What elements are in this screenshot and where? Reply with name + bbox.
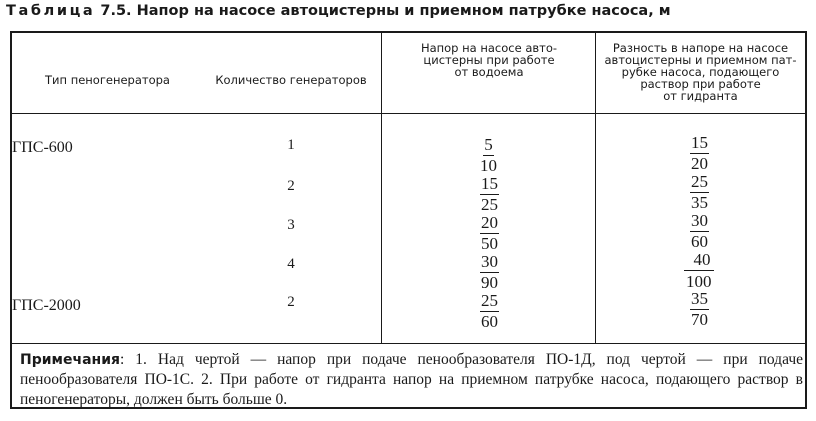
pump-pressure-fraction — [480, 136, 497, 175]
column-divider-4 — [595, 33, 596, 343]
pump-pressure-numerator: 5 — [484, 135, 493, 154]
header-foam-generator-type: Тип пеногенератора — [45, 73, 170, 87]
header-pressure-difference: Разность в напоре на насосе автоцистерны и приемном пат- рубке насоса, подающего раствор при работе от гидранта — [604, 41, 797, 103]
pressure-difference-denominator: 60 — [691, 232, 708, 251]
generator-count-cell: 3 — [287, 217, 295, 233]
pressure-table — [10, 31, 807, 409]
pressure-difference-fraction — [690, 212, 709, 251]
pressure-difference-denominator: 100 — [686, 272, 712, 291]
notes-text: : 1. Над чертой — напор при подаче пенообразователя ПО-1Д, под чертой — при подаче пенообразователя ПО-1С. 2. При работе от гидранта напор на приемном патрубке насоса, подающего раствор в пеногенераторы, должен быть больше 0. — [20, 351, 803, 408]
table-notes — [20, 350, 803, 410]
pump-pressure-numerator: 20 — [481, 213, 498, 232]
table-title-text: 7.5. Напор на насосе автоцистерны и приемном патрубке насоса, м — [100, 3, 671, 19]
table-title — [6, 3, 671, 19]
pump-pressure-denominator: 25 — [481, 195, 498, 214]
pressure-difference-numerator: 15 — [691, 133, 708, 152]
pressure-difference-denominator: 70 — [691, 310, 708, 329]
generator-count-cell: 4 — [287, 256, 295, 272]
pressure-difference-denominator: 20 — [691, 154, 708, 173]
pump-pressure-fraction — [480, 292, 499, 331]
pressure-difference-numerator: 25 — [691, 172, 708, 191]
note-top-rule — [12, 343, 805, 344]
pressure-difference-fraction — [684, 251, 714, 291]
pump-pressure-fraction — [480, 214, 499, 253]
generator-type-cell: ГПС-600 — [12, 139, 73, 156]
table-title-prefix: Таблица — [6, 3, 96, 19]
generator-count-cell: 2 — [287, 294, 295, 310]
pressure-difference-denominator: 35 — [691, 193, 708, 212]
header-generator-count: Количество генераторов — [215, 73, 367, 87]
pressure-difference-fraction — [690, 290, 709, 329]
pump-pressure-numerator: 25 — [481, 291, 498, 310]
pump-pressure-fraction — [480, 253, 499, 292]
pump-pressure-denominator: 90 — [481, 273, 498, 292]
pump-pressure-denominator: 60 — [481, 312, 498, 331]
pressure-difference-numerator: 35 — [691, 289, 708, 308]
pump-pressure-denominator: 10 — [480, 156, 497, 175]
pump-pressure-numerator: 15 — [481, 174, 498, 193]
generator-count-cell: 1 — [287, 137, 295, 153]
pump-pressure-denominator: 50 — [481, 234, 498, 253]
pressure-difference-numerator: 40 — [693, 250, 711, 269]
header-bottom-rule — [12, 113, 805, 114]
notes-label: Примечания — [20, 352, 121, 368]
header-pump-pressure: Напор на насосе авто- цистерны при работе от водоема — [420, 41, 558, 79]
pressure-difference-fraction — [690, 134, 709, 173]
pressure-difference-fraction — [690, 173, 709, 212]
pump-pressure-numerator: 30 — [481, 252, 498, 271]
pump-pressure-fraction — [480, 175, 499, 214]
pressure-difference-numerator: 30 — [691, 211, 708, 230]
generator-count-cell: 2 — [287, 178, 295, 194]
generator-type-cell: ГПС-2000 — [12, 297, 81, 314]
